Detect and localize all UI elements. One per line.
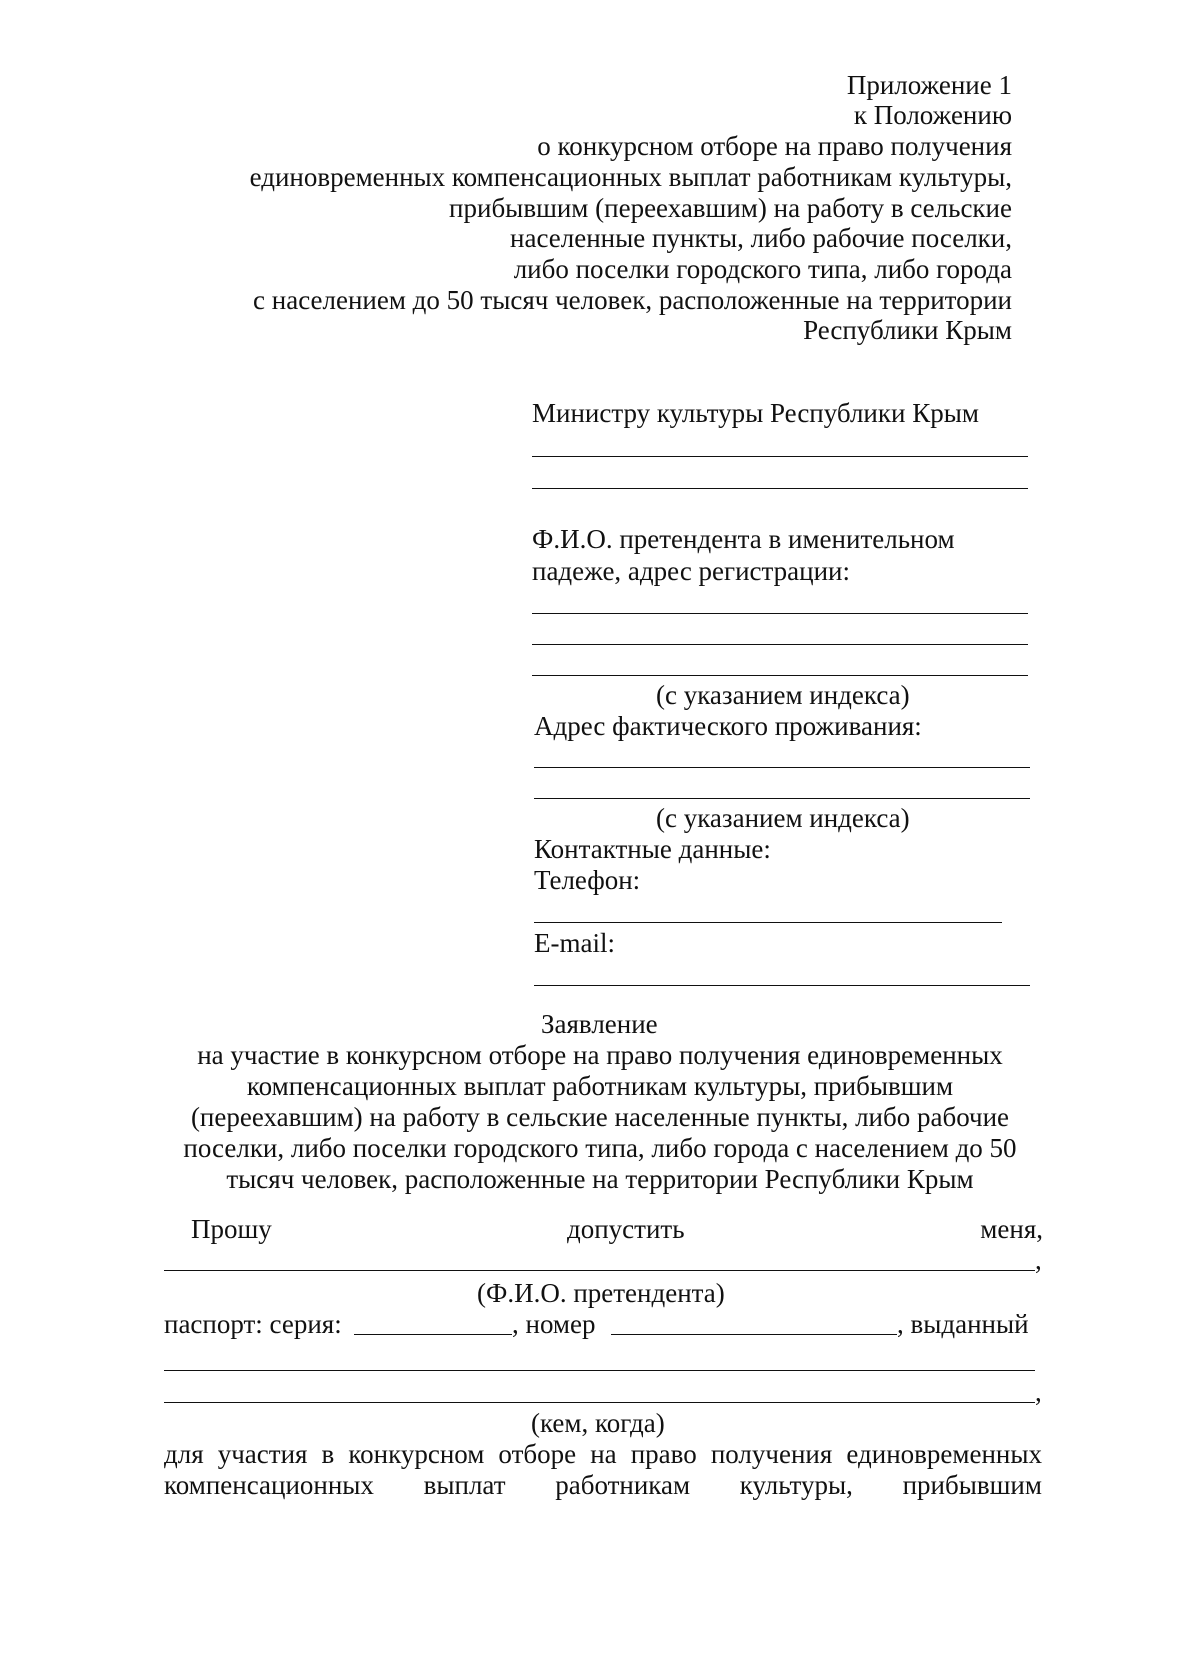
header-line: о конкурсном отборе на право получения <box>537 131 1012 161</box>
body-line-justified <box>164 1470 1042 1501</box>
header-line: либо поселки городского типа, либо города <box>513 254 1012 284</box>
statement-line: на участие в конкурсном отборе на право получения единовременных <box>197 1040 1003 1070</box>
header-line: к Положению <box>853 100 1012 130</box>
comma: , <box>1035 1245 1042 1275</box>
word-proshu: Прошу <box>191 1214 272 1244</box>
passport-issued-label: , выданный <box>897 1309 1029 1339</box>
email-label: E-mail: <box>534 928 615 958</box>
statement-line: тысяч человек, расположенные на территории Республики Крым <box>226 1164 974 1194</box>
fio-label: Ф.И.О. претендента в именительном <box>532 524 955 554</box>
fio-blank-line[interactable] <box>164 1270 1035 1271</box>
registration-blank-line[interactable] <box>532 613 1028 614</box>
addressee-to: Министру культуры Республики Крым <box>532 398 979 428</box>
header-line: прибывшим (переехавшим) на работу в сельские <box>449 193 1012 223</box>
email-blank-line[interactable] <box>534 985 1030 986</box>
statement-line: компенсационных выплат работникам культуры, прибывшим <box>246 1071 954 1101</box>
addressee-blank-line[interactable] <box>532 456 1028 457</box>
addressee-blank-line[interactable] <box>532 488 1028 489</box>
passport-number-label: , номер <box>512 1309 596 1339</box>
registration-blank-line[interactable] <box>532 675 1028 676</box>
header-line: Приложение 1 <box>846 70 1012 100</box>
actual-address-label: Адрес фактического проживания: <box>534 711 922 741</box>
header-line: населенные пункты, либо рабочие поселки, <box>510 223 1012 253</box>
fio-label: падеже, адрес регистрации: <box>532 556 851 586</box>
body-word: культуры, <box>739 1470 853 1500</box>
issued-by-blank-line[interactable] <box>164 1370 1035 1371</box>
contacts-label: Контактные данные: <box>534 834 771 864</box>
phone-label: Телефон: <box>534 865 641 895</box>
passport-series-label: паспорт: серия: <box>164 1309 342 1339</box>
who-when-caption: (кем, когда) <box>531 1408 665 1438</box>
passport-number-blank[interactable] <box>611 1334 897 1335</box>
word-dopustit: допустить <box>567 1214 685 1244</box>
registration-blank-line[interactable] <box>532 644 1028 645</box>
fio-caption: (Ф.И.О. претендента) <box>477 1278 725 1308</box>
statement-line: поселки, либо поселки городского типа, либо города с населением до 50 <box>183 1133 1017 1163</box>
header-line: единовременных компенсационных выплат работникам культуры, <box>249 162 1012 192</box>
actual-address-blank-line[interactable] <box>534 798 1030 799</box>
issued-by-blank-line[interactable] <box>164 1402 1035 1403</box>
comma: , <box>1035 1377 1042 1407</box>
header-line: с населением до 50 тысяч человек, расположенные на территории <box>253 285 1012 315</box>
body-line: для участия в конкурсном отборе на право получения единовременных <box>164 1439 1042 1469</box>
index-note: (с указанием индекса) <box>656 680 910 710</box>
body-word: выплат <box>423 1470 506 1500</box>
body-word: компенсационных <box>164 1470 374 1500</box>
phone-blank-line[interactable] <box>534 922 1002 923</box>
body-word: работникам <box>555 1470 691 1500</box>
body-word: прибывшим <box>902 1470 1042 1500</box>
passport-series-blank[interactable] <box>354 1334 512 1335</box>
actual-address-blank-line[interactable] <box>534 767 1030 768</box>
statement-line: (переехавшим) на работу в сельские населенные пункты, либо рабочие <box>190 1102 1010 1132</box>
word-menya: меня, <box>980 1214 1043 1244</box>
statement-title: Заявление <box>541 1009 658 1039</box>
header-line: Республики Крым <box>803 315 1012 345</box>
index-note: (с указанием индекса) <box>656 803 910 833</box>
